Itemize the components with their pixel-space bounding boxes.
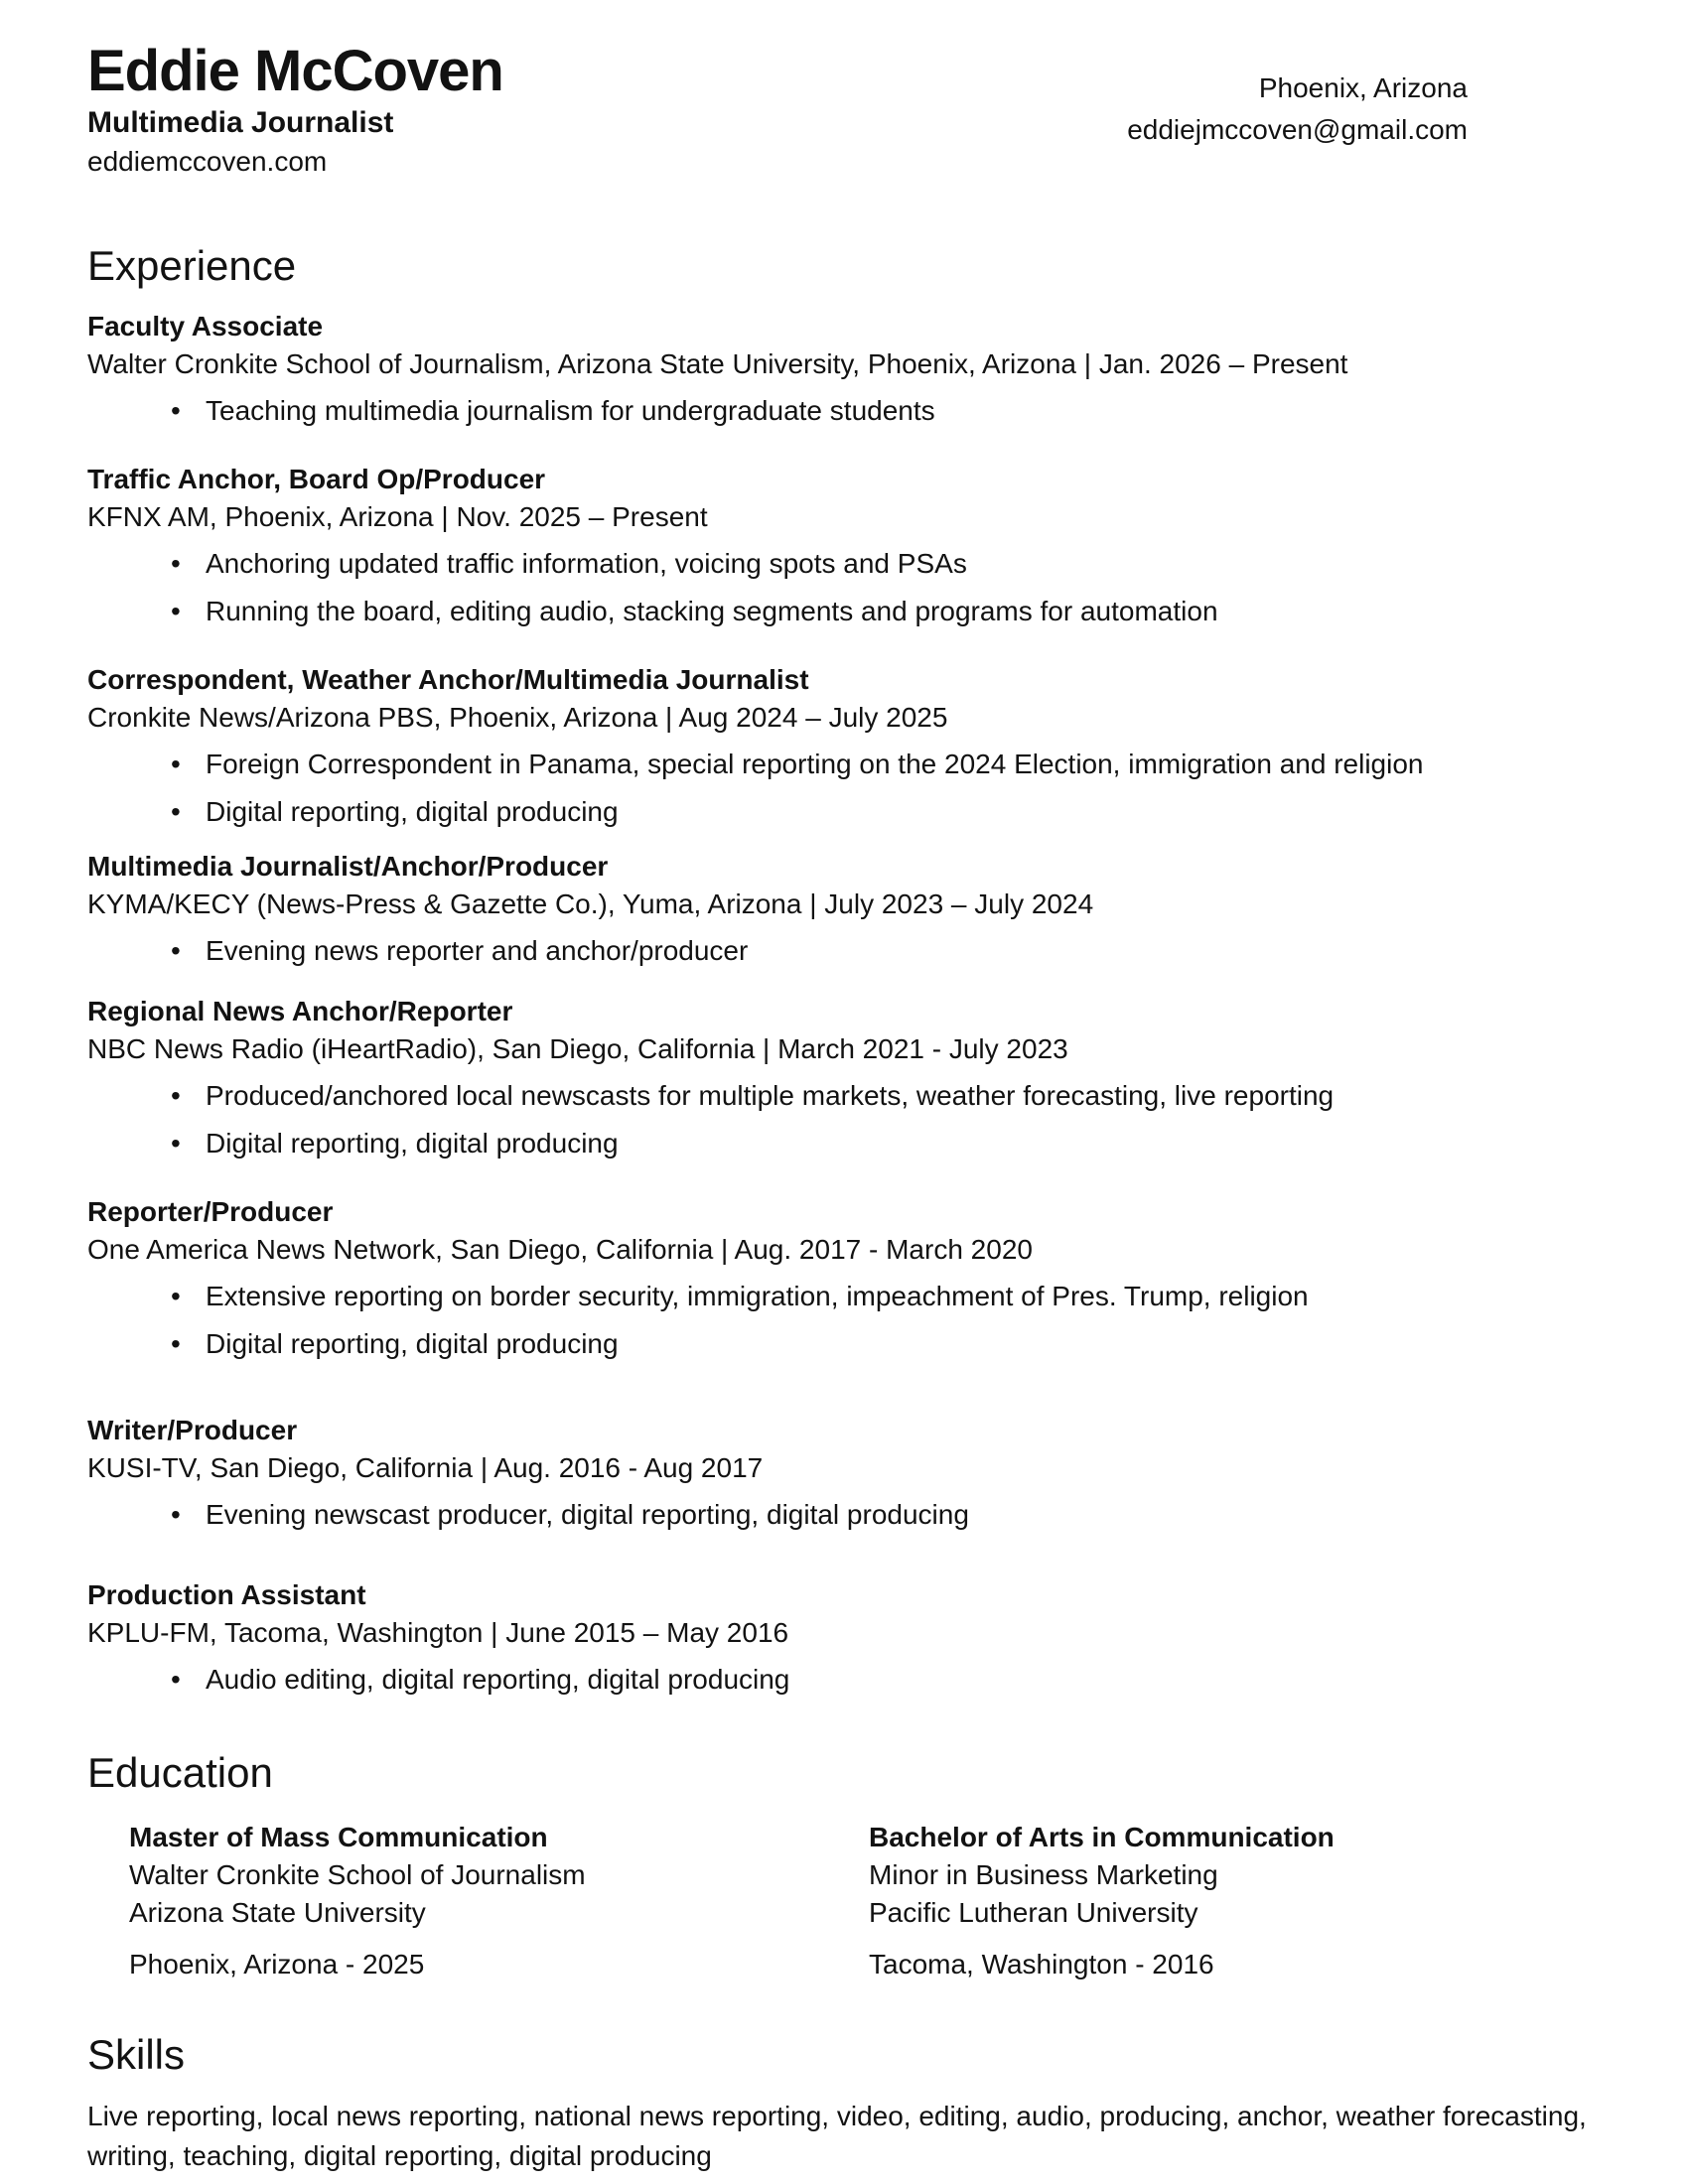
contact-location: Phoenix, Arizona xyxy=(1258,72,1468,103)
job-bullet: • Digital reporting, digital producing xyxy=(87,1324,1601,1364)
degree-location-year: Phoenix, Arizona - 2025 xyxy=(129,1949,425,1979)
skills-heading: Skills xyxy=(87,2031,186,2078)
job-bullet-list xyxy=(87,931,1601,971)
degree-location-year: Tacoma, Washington - 2016 xyxy=(869,1949,1214,1979)
job-title: Regional News Anchor/Reporter xyxy=(87,996,513,1026)
job-meta: Walter Cronkite School of Journalism, Arizona State University, Phoenix, Arizona | Jan. 2026 – Present xyxy=(87,348,1348,379)
skills-section xyxy=(87,2029,1601,2176)
job-bullet-list xyxy=(87,391,1601,431)
education-entry-masters xyxy=(129,1819,869,1983)
resume-header xyxy=(87,40,1601,181)
job-meta: KUSI-TV, San Diego, California | Aug. 2016 - Aug 2017 xyxy=(87,1452,764,1483)
job-bullet: • Digital reporting, digital producing xyxy=(87,792,1601,832)
job-meta: One America News Network, San Diego, California | Aug. 2017 - March 2020 xyxy=(87,1234,1033,1265)
job-title: Correspondent, Weather Anchor/Multimedia Journalist xyxy=(87,664,809,695)
degree-minor: Minor in Business Marketing xyxy=(869,1859,1218,1890)
job-bullet: • Extensive reporting on border security, immigration, impeachment of Pres. Trump, religion xyxy=(87,1277,1601,1316)
job-entry-writer-producer xyxy=(87,1412,1601,1535)
job-bullet: • Evening newscast producer, digital reporting, digital producing xyxy=(87,1495,1601,1535)
job-bullet-list xyxy=(87,745,1601,832)
job-bullet-list xyxy=(87,1277,1601,1364)
job-bullet: • Foreign Correspondent in Panama, special reporting on the 2024 Election, immigration and religion xyxy=(87,745,1601,784)
job-bullet: • Evening news reporter and anchor/producer xyxy=(87,931,1601,971)
degree-university: Pacific Lutheran University xyxy=(869,1897,1198,1928)
job-bullet-list xyxy=(87,544,1601,631)
education-columns xyxy=(87,1819,1601,1983)
person-job-title: Multimedia Journalist xyxy=(87,106,394,139)
job-bullet: • Teaching multimedia journalism for undergraduate students xyxy=(87,391,1601,431)
education-heading: Education xyxy=(87,1749,273,1796)
job-entry-traffic-anchor xyxy=(87,461,1601,631)
education-entry-bachelors xyxy=(869,1819,1601,1983)
job-meta: KPLU-FM, Tacoma, Washington | June 2015 – May 2016 xyxy=(87,1617,789,1648)
degree-name: Bachelor of Arts in Communication xyxy=(869,1822,1335,1852)
degree-school: Walter Cronkite School of Journalism xyxy=(129,1859,586,1890)
contact-block xyxy=(1127,68,1468,151)
person-website: eddiemccoven.com xyxy=(87,146,328,177)
job-entry-multimedia-journalist xyxy=(87,848,1601,971)
job-bullet: • Produced/anchored local newscasts for multiple markets, weather forecasting, live reporting xyxy=(87,1076,1601,1116)
job-title: Traffic Anchor, Board Op/Producer xyxy=(87,464,546,494)
job-entry-reporter-producer xyxy=(87,1193,1601,1364)
experience-section xyxy=(87,240,1601,1700)
degree-name: Master of Mass Communication xyxy=(129,1822,548,1852)
job-bullet-list xyxy=(87,1660,1601,1700)
job-title: Writer/Producer xyxy=(87,1415,298,1445)
job-entry-correspondent xyxy=(87,661,1601,832)
job-title: Multimedia Journalist/Anchor/Producer xyxy=(87,851,609,882)
job-meta: Cronkite News/Arizona PBS, Phoenix, Arizona | Aug 2024 – July 2025 xyxy=(87,702,948,733)
job-bullet-list xyxy=(87,1495,1601,1535)
experience-heading: Experience xyxy=(87,242,297,289)
job-title: Faculty Associate xyxy=(87,311,324,341)
job-title: Reporter/Producer xyxy=(87,1196,334,1227)
education-section xyxy=(87,1747,1601,1983)
job-bullet-list xyxy=(87,1076,1601,1163)
job-title: Production Assistant xyxy=(87,1579,366,1610)
job-entry-production-assistant xyxy=(87,1576,1601,1700)
job-entry-regional-news-anchor xyxy=(87,993,1601,1163)
job-bullet: • Running the board, editing audio, stacking segments and programs for automation xyxy=(87,592,1601,631)
job-entry-faculty-associate xyxy=(87,308,1601,431)
job-meta: NBC News Radio (iHeartRadio), San Diego, California | March 2021 - July 2023 xyxy=(87,1033,1068,1064)
job-bullet: • Digital reporting, digital producing xyxy=(87,1124,1601,1163)
job-meta: KFNX AM, Phoenix, Arizona | Nov. 2025 – Present xyxy=(87,501,708,532)
degree-university: Arizona State University xyxy=(129,1897,426,1928)
contact-email: eddiejmccoven@gmail.com xyxy=(1127,114,1468,145)
person-name: Eddie McCoven xyxy=(87,39,503,103)
job-bullet: • Anchoring updated traffic information, voicing spots and PSAs xyxy=(87,544,1601,584)
job-bullet: • Audio editing, digital reporting, digital producing xyxy=(87,1660,1601,1700)
job-meta: KYMA/KECY (News-Press & Gazette Co.), Yuma, Arizona | July 2023 – July 2024 xyxy=(87,888,1094,919)
skills-text: Live reporting, local news reporting, national news reporting, video, editing, audio, producing, anchor, weather forecasting, writing, teaching, digital reporting, digital producing xyxy=(87,2101,1587,2171)
